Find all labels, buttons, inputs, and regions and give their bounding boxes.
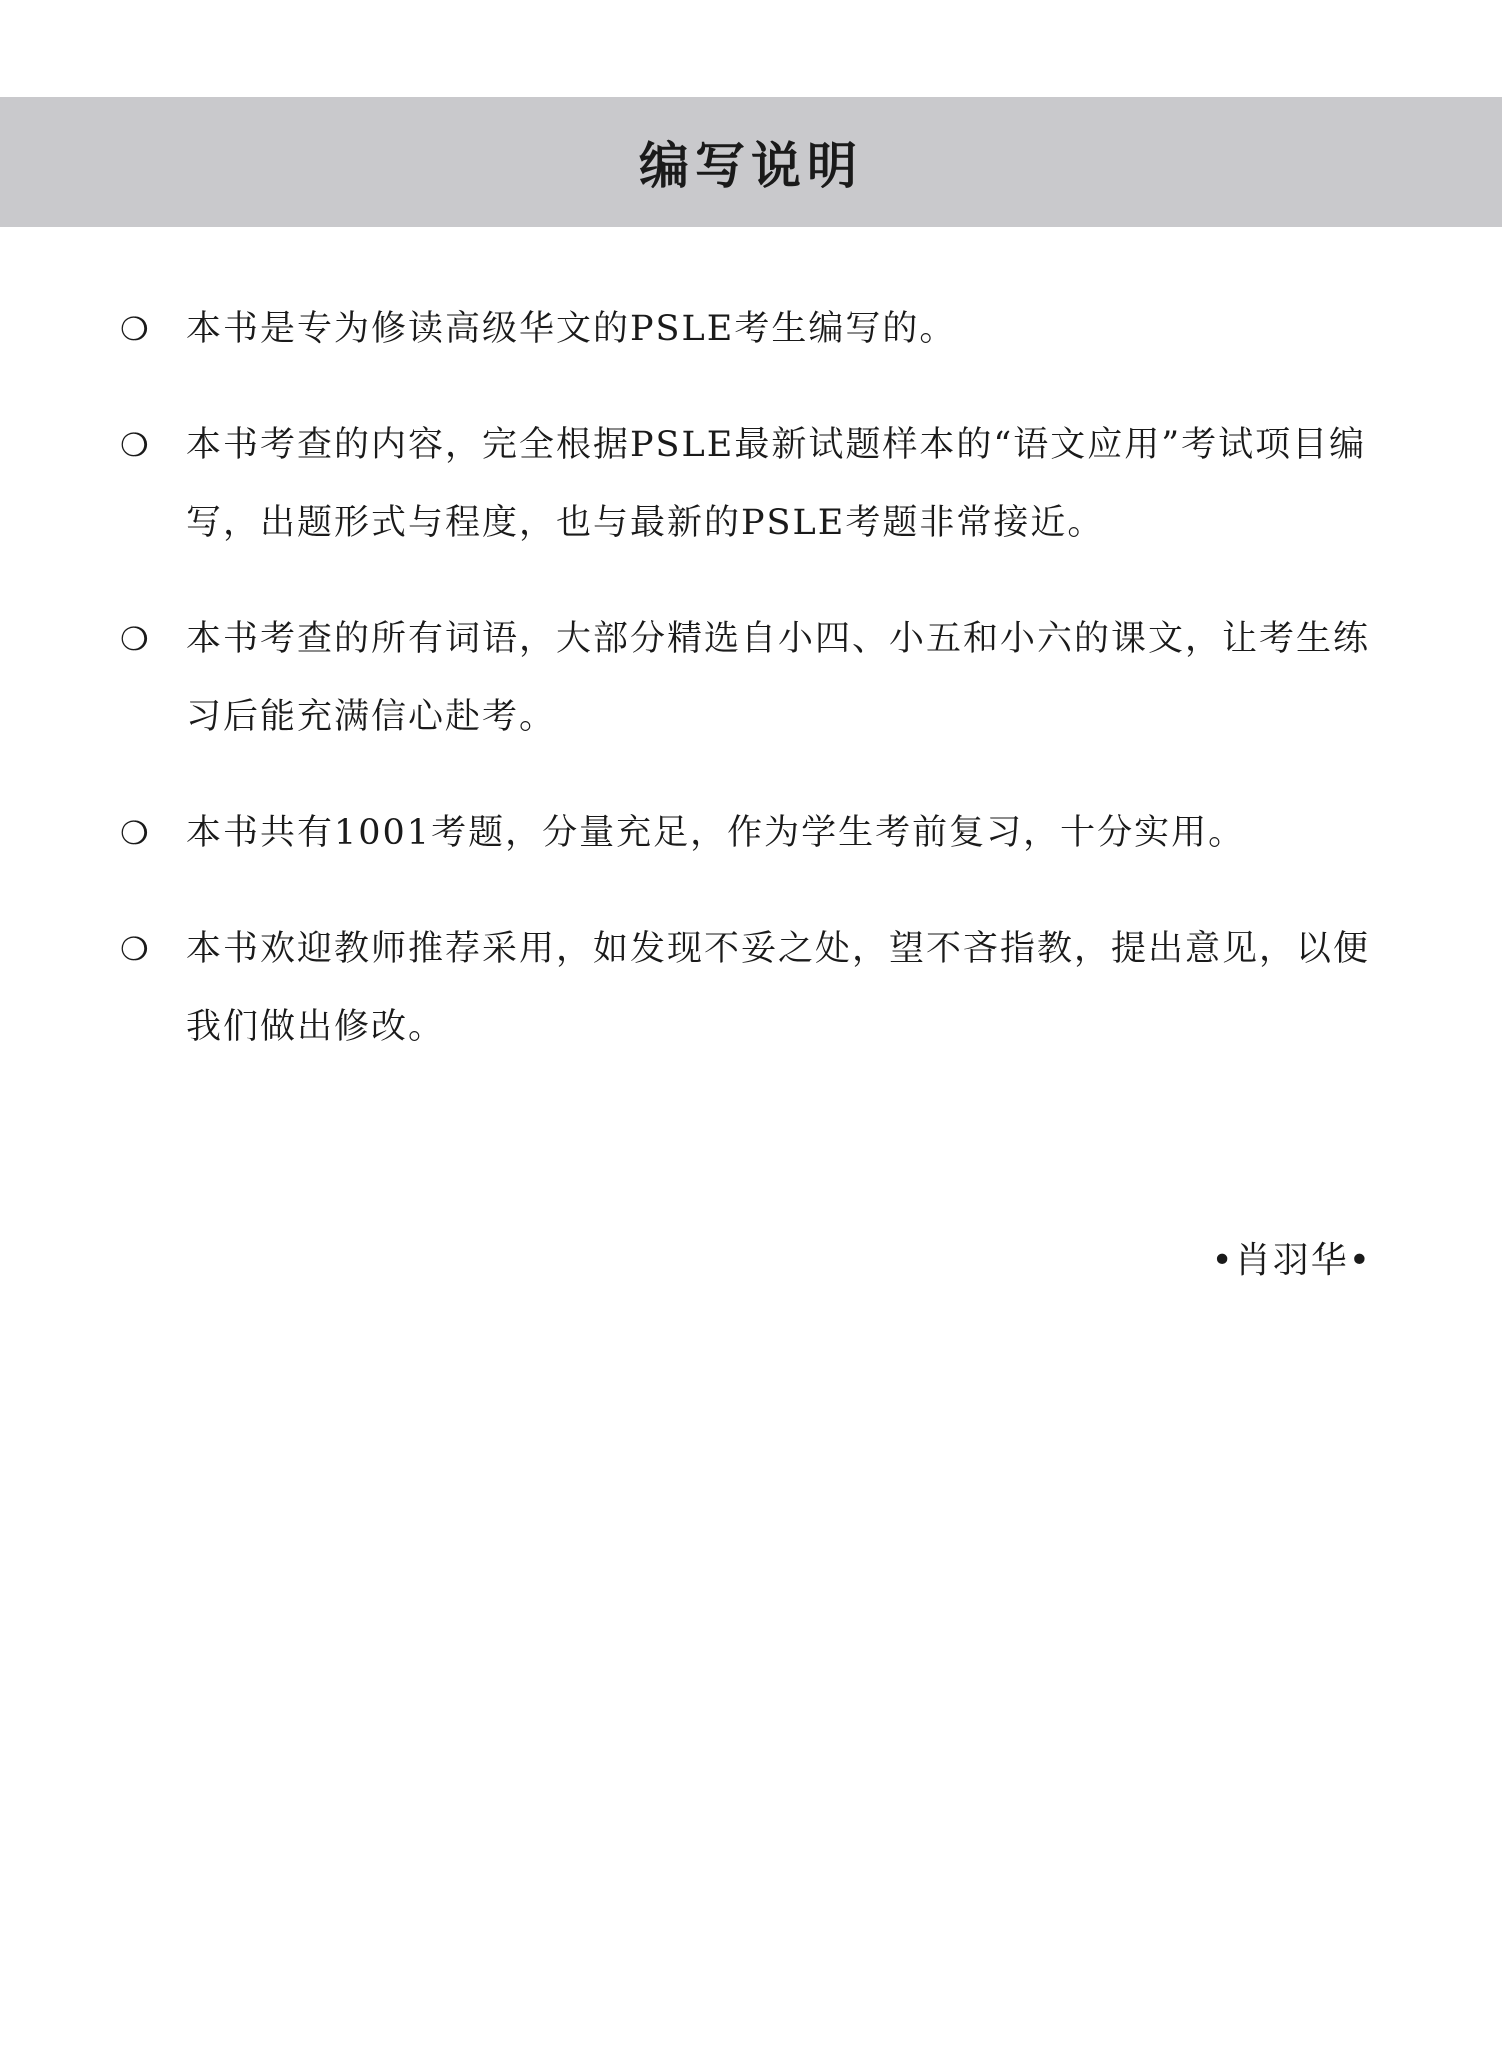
circle-bullet-icon: ❍: [120, 930, 151, 968]
page-title: 编写说明: [639, 137, 863, 195]
note-text: 本书是专为修读高级华文的PSLE考生编写的。: [186, 309, 957, 349]
note-item: [120, 290, 1380, 368]
note-item: [120, 794, 1380, 872]
circle-bullet-icon: ❍: [120, 426, 151, 464]
note-text: 本书考查的内容，完全根据PSLE最新试题样本的“语文应用”考试项目编写，出题形式与程度，也与最新的PSLE考题非常接近。: [186, 425, 1367, 543]
circle-bullet-icon: ❍: [120, 310, 151, 348]
author-signature: •肖羽华•: [1211, 1240, 1372, 1281]
notes-list: [120, 290, 1380, 1104]
header-band: [0, 97, 1502, 227]
note-text: 本书考查的所有词语，大部分精选自小四、小五和小六的课文，让考生练习后能充满信心赴考。: [186, 619, 1371, 737]
note-item: [120, 910, 1380, 1066]
circle-bullet-icon: ❍: [120, 620, 151, 658]
note-text: 本书共有1001考题，分量充足，作为学生考前复习，十分实用。: [186, 813, 1246, 853]
note-item: [120, 406, 1380, 562]
note-text: 本书欢迎教师推荐采用，如发现不妥之处，望不吝指教，提出意见，以便我们做出修改。: [186, 929, 1371, 1047]
note-item: [120, 600, 1380, 756]
circle-bullet-icon: ❍: [120, 814, 151, 852]
